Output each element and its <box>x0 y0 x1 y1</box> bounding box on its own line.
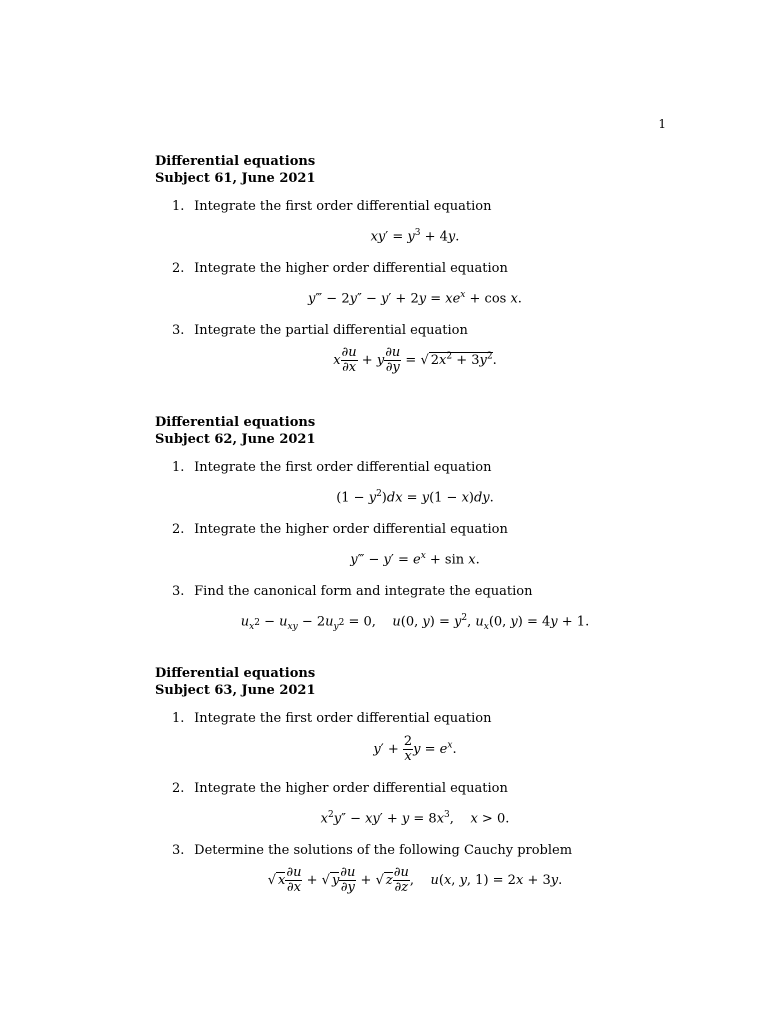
equation-63-2: $x^2y'' - xy' + y = 8x^3$, x > 0. <box>320 810 510 827</box>
problem-text: Integrate the partial differential equation <box>194 323 468 338</box>
equation-61-2: y‴ − $2y'' - y' + 2y = xe^x + \cos x$. <box>308 290 522 307</box>
course-title: Differential equations <box>155 415 316 430</box>
problem-3 <box>172 843 572 859</box>
subject-title: Subject 63, June 2021 <box>155 683 316 698</box>
problem-text: Find the canonical form and integrate the equation <box>194 584 533 599</box>
subject-61-section <box>155 153 675 375</box>
problem-text: Integrate the first order differential equation <box>194 460 492 475</box>
problem-number: 1. <box>172 460 185 475</box>
page-number: 1 <box>658 117 666 131</box>
problem-text: Integrate the higher order differential equation <box>194 261 508 276</box>
subject-63-section <box>155 665 675 895</box>
subject-62-section <box>155 414 675 632</box>
problem-2 <box>172 781 508 797</box>
problem-2 <box>172 261 508 277</box>
problem-number: 1. <box>172 711 185 726</box>
equation-61-3: x $\frac{\partial u}{\partial x}$ + y $\frac{\partial u}{\partial y}$ = √ $2x^2 + 3y^2$. <box>333 345 497 375</box>
equation-62-1: $(1 - y^2)dx = y(1 - x)dy$. <box>336 489 494 506</box>
problem-1 <box>172 460 491 476</box>
subject-title: Subject 61, June 2021 <box>155 171 316 186</box>
problem-3 <box>172 323 468 339</box>
equation-61-1: $xy' = y^3 + 4y$. <box>370 228 460 245</box>
problem-number: 3. <box>172 323 185 338</box>
problem-1 <box>172 199 491 215</box>
subject-title: Subject 62, June 2021 <box>155 432 316 447</box>
problem-2 <box>172 522 508 538</box>
equation-63-1: y′ + $\frac{2}{x}$ $y = e^x$. <box>373 734 457 764</box>
problem-number: 3. <box>172 843 185 858</box>
equation-62-3: $u_{x^2} - u_{xy} - 2u_{y^2} = 0$, u(0, $y) = y^2$, $u_x(0$, y) = 4y + 1. <box>240 613 590 632</box>
problem-text: Determine the solutions of the following Cauchy problem <box>194 843 573 858</box>
course-title: Differential equations <box>155 666 316 681</box>
problem-text: Integrate the higher order differential equation <box>194 522 508 537</box>
problem-1 <box>172 711 491 727</box>
problem-number: 3. <box>172 584 185 599</box>
problem-3 <box>172 584 532 600</box>
problem-text: Integrate the higher order differential equation <box>194 781 508 796</box>
problem-number: 1. <box>172 199 185 214</box>
problem-number: 2. <box>172 522 185 537</box>
equation-63-3: √ x $\frac{\partial u}{\partial x}$ + √ y $\frac{\partial u}{\partial y}$ + √ z $\frac{\partial u}{\partial z}$ , u(x, y, 1) = 2x + 3y. <box>267 865 563 895</box>
problem-number: 2. <box>172 781 185 796</box>
equation-62-2: y‴ − $y' = e^x + \sin x$. <box>350 551 480 568</box>
problem-number: 2. <box>172 261 185 276</box>
course-title: Differential equations <box>155 154 316 169</box>
problem-text: Integrate the first order differential equation <box>194 711 492 726</box>
problem-text: Integrate the first order differential equation <box>194 199 492 214</box>
